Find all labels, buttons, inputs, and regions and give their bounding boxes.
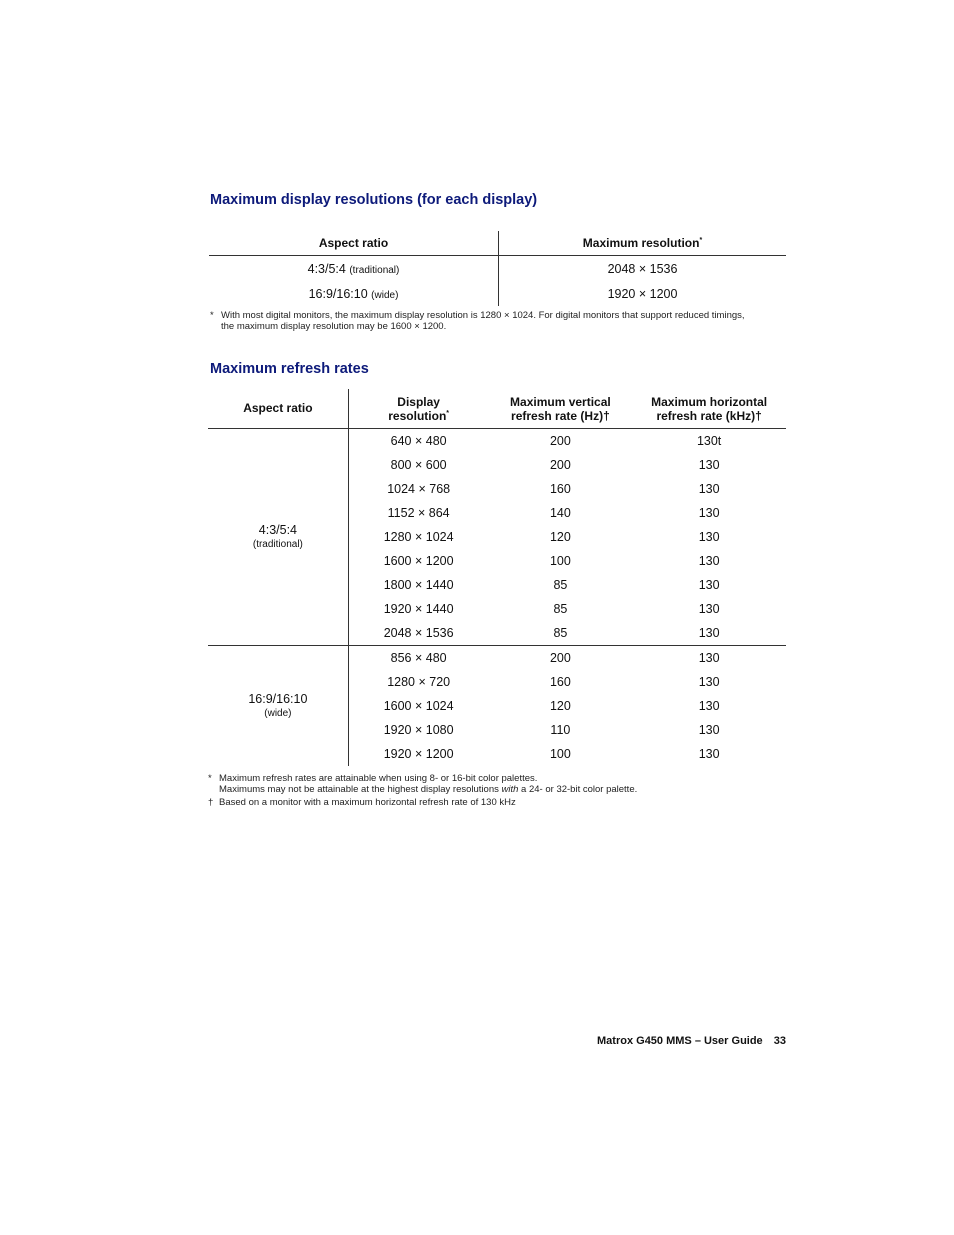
cell-resolution: 2048 × 1536 (607, 261, 678, 276)
cell-resolution: 1280 × 1024 (383, 530, 454, 544)
cell-resolution: 1920 × 1200 (607, 286, 678, 301)
cell-horizontal: 130 (698, 699, 720, 713)
cell-resolution: 1280 × 720 (387, 675, 451, 689)
header-vertical-refresh: Maximum vertical refresh rate (Hz)† (489, 389, 633, 429)
cell-aspect-group: 4:3/5:4 (traditional) (208, 429, 348, 646)
cell-horizontal: 130 (698, 578, 720, 592)
cell-vertical: 160 (549, 482, 571, 496)
cell-horizontal: 130 (698, 723, 720, 737)
footnote-star: * Maximum refresh rates are attainable when using 8- or 16-bit color palettes. Maximums may not be attainable at the highest display resolutions with a 24- or 32-bit color palette. (208, 773, 638, 795)
cell-resolution: 1600 × 1024 (383, 699, 454, 713)
cell-vertical: 200 (549, 458, 571, 472)
table-header-row (208, 389, 786, 429)
cell-vertical: 120 (549, 699, 571, 713)
cell-resolution: 856 × 480 (390, 651, 447, 665)
cell-horizontal: 130 (632, 621, 786, 646)
cell-horizontal: 130 (698, 530, 720, 544)
cell-horizontal: 130t (696, 434, 722, 448)
cell-vertical: 85 (553, 578, 568, 592)
refresh-rate-table (208, 389, 786, 766)
max-resolution-table (209, 231, 786, 306)
cell-vertical: 200 (549, 651, 571, 665)
footnotes-refresh (208, 773, 638, 808)
cell-resolution: 1920 × 1440 (383, 602, 454, 616)
cell-vertical: 200 (549, 434, 571, 448)
table-row (209, 281, 786, 306)
cell-resolution: 2048 × 1536 (348, 621, 488, 646)
header-aspect-ratio: Aspect ratio (208, 389, 348, 429)
cell-resolution: 1800 × 1440 (383, 578, 454, 592)
header-max-resolution: Maximum resolution* (499, 231, 787, 256)
cell-resolution: 1600 × 1200 (383, 554, 454, 568)
cell-vertical: 100 (549, 554, 571, 568)
header-display-resolution: Display resolution* (348, 389, 488, 429)
table-header-row (209, 231, 786, 256)
cell-resolution: 1152 × 864 (387, 506, 450, 520)
cell-horizontal: 130 (698, 506, 720, 520)
cell-vertical: 85 (553, 602, 568, 616)
cell-vertical: 140 (549, 506, 571, 520)
cell-horizontal: 130 (698, 482, 720, 496)
cell-horizontal: 130 (698, 651, 720, 665)
section-title-refresh: Maximum refresh rates (210, 361, 369, 377)
cell-resolution: 640 × 480 (390, 434, 447, 448)
table-row (208, 429, 786, 454)
footnote-resolution: * With most digital monitors, the maximum display resolution is 1280 × 1024. For digital monitors that support reduced timings, the maximum display resolution may be 1600 × 1200. (210, 310, 745, 332)
footnote-dagger: † Based on a monitor with a maximum horizontal refresh rate of 130 kHz (208, 797, 516, 808)
cell-resolution: 800 × 600 (390, 458, 447, 472)
cell-vertical: 100 (549, 747, 571, 761)
header-aspect-ratio: Aspect ratio (209, 231, 499, 256)
cell-vertical: 85 (489, 621, 633, 646)
cell-aspect: 16:9/16:10 (wide) (209, 281, 499, 306)
footer-title: Matrox G450 MMS – User Guide (597, 1035, 763, 1047)
cell-resolution: 1920 × 1080 (383, 723, 454, 737)
table-row (208, 646, 786, 671)
cell-resolution: 1024 × 768 (387, 482, 451, 496)
header-horizontal-refresh: Maximum horizontal refresh rate (kHz)† (632, 389, 786, 429)
section-title-resolutions: Maximum display resolutions (for each display) (210, 192, 538, 208)
cell-horizontal: 130 (698, 554, 720, 568)
cell-aspect-group: 16:9/16:10 (wide) (208, 646, 348, 767)
cell-vertical: 120 (549, 530, 571, 544)
page-footer (597, 1035, 786, 1047)
cell-horizontal: 130 (698, 602, 720, 616)
cell-vertical: 160 (549, 675, 571, 689)
page-number: 33 (773, 1035, 786, 1047)
cell-horizontal: 130 (698, 458, 720, 472)
cell-horizontal: 130 (698, 675, 720, 689)
cell-resolution: 1920 × 1200 (383, 747, 454, 761)
cell-aspect: 4:3/5:4 (traditional) (209, 256, 499, 282)
cell-horizontal: 130 (698, 747, 720, 761)
cell-vertical: 110 (550, 723, 571, 737)
table-row (209, 256, 786, 282)
